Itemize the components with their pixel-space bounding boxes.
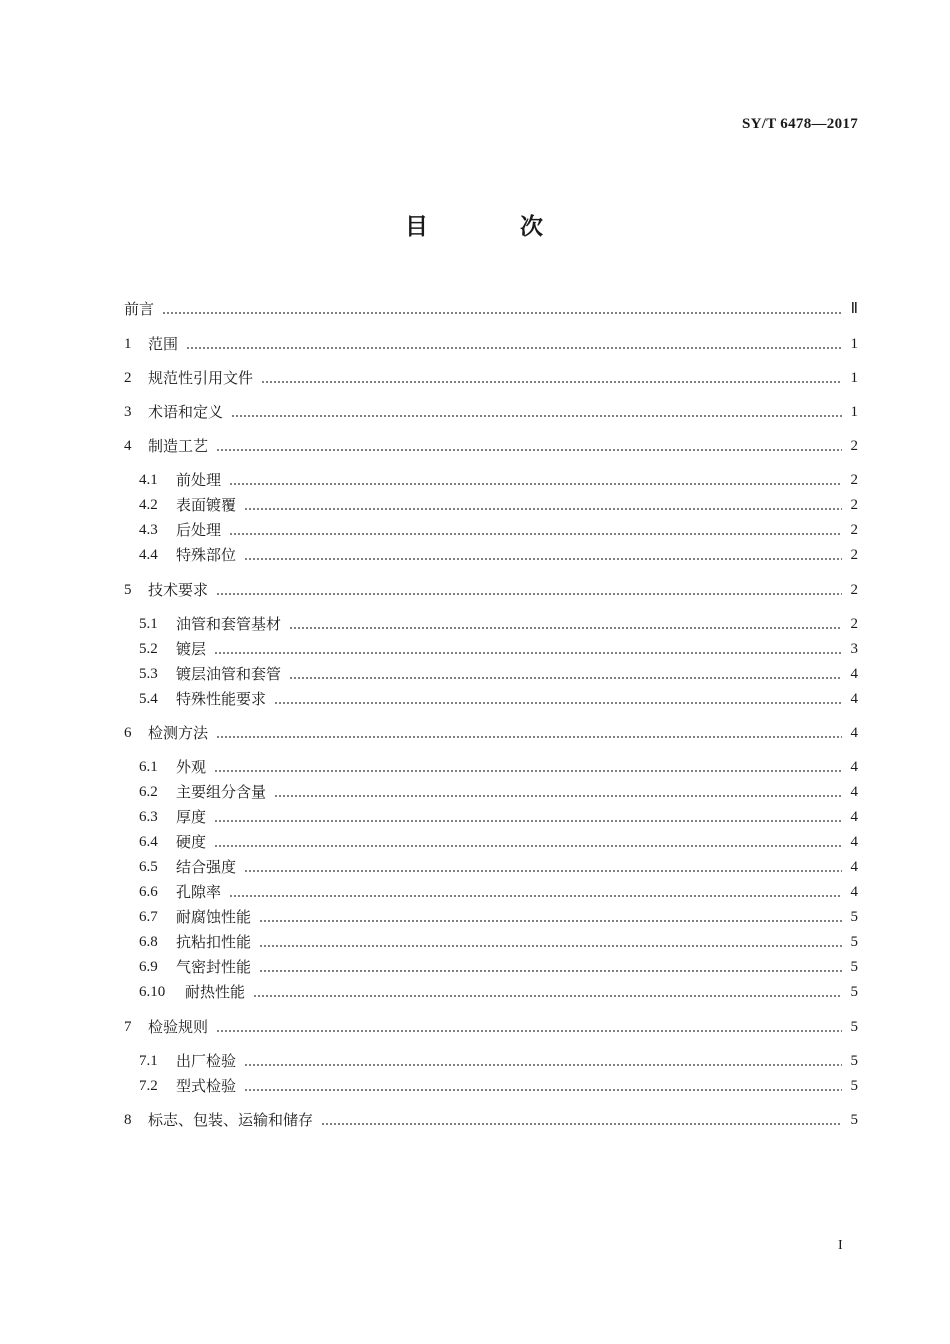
dot-leader [289,627,842,629]
toc-entry-number: 6.2 [139,784,158,800]
toc-entry[interactable] [139,856,858,878]
toc-entry-title: 范围 [148,335,179,353]
toc-entry-page: 5 [850,984,858,1000]
toc-entry-page: 5 [850,1019,858,1035]
toc-entry[interactable] [139,756,858,778]
toc-entry-number: 6.4 [139,834,158,850]
toc-entry[interactable] [139,663,858,685]
toc-entry-page: 4 [850,784,858,800]
toc-entry[interactable] [139,781,858,803]
toc-entry-title: 型式检验 [176,1077,237,1095]
toc-entry-number: 5.3 [139,666,158,682]
toc-entry-page: 2 [850,582,858,598]
toc-entry-page: 2 [850,616,858,632]
dot-leader [216,593,842,595]
dot-leader [253,995,842,997]
toc-entry-title: 厚度 [176,808,207,826]
toc-entry-number: 4.4 [139,547,158,563]
toc-entry-number: 4.2 [139,497,158,513]
toc-entry-number: 5.1 [139,616,158,632]
toc-entry-title: 主要组分含量 [176,783,267,801]
toc-entry-number: 6.5 [139,859,158,875]
toc-entry-number: 7 [124,1019,132,1035]
toc-entry[interactable] [124,367,858,389]
toc-entry[interactable] [124,298,858,320]
toc-entry[interactable] [124,579,858,601]
toc-entry-number: 8 [124,1112,132,1128]
toc-entry-title: 结合强度 [176,858,237,876]
toc-entry-page: 5 [850,909,858,925]
toc-entry-number: 4.3 [139,522,158,538]
toc-entry-page: 2 [850,438,858,454]
toc-entry-number: 2 [124,370,132,386]
toc-entry-title: 特殊性能要求 [176,690,267,708]
toc-entry-number: 6.8 [139,934,158,950]
toc-entry-number: 7.2 [139,1078,158,1094]
toc-entry[interactable] [139,806,858,828]
dot-leader [214,652,842,654]
toc-entry-title: 规范性引用文件 [148,369,254,387]
dot-leader [231,415,842,417]
toc-entry[interactable] [139,688,858,710]
toc-entry-page: Ⅱ [850,301,858,317]
toc-entry[interactable] [139,613,858,635]
dot-leader [214,820,842,822]
toc-entry-title: 特殊部位 [176,546,237,564]
toc-entry-title: 前处理 [176,471,222,489]
toc-entry-page: 5 [850,1112,858,1128]
toc-entry[interactable] [139,519,858,541]
page-number: I [838,1238,843,1253]
toc-entry[interactable] [124,435,858,457]
toc-entry-page: 2 [850,547,858,563]
toc-entry-title: 后处理 [176,521,222,539]
toc-entry[interactable] [124,333,858,355]
toc-entry[interactable] [139,1075,858,1097]
toc-entry-title: 气密封性能 [176,958,252,976]
dot-leader [244,1064,842,1066]
toc-entry[interactable] [124,1109,858,1131]
toc-entry-title: 孔隙率 [176,883,222,901]
toc-entry-page: 3 [850,641,858,657]
toc-entry-page: 1 [850,404,858,420]
toc-entry-number: 4.1 [139,472,158,488]
toc-entry-page: 4 [850,834,858,850]
toc-entry-title: 术语和定义 [148,403,224,421]
toc-entry-page: 5 [850,959,858,975]
toc-entry-title: 硬度 [176,833,207,851]
toc-entry-page: 4 [850,859,858,875]
toc-entry-title: 抗粘扣性能 [176,933,252,951]
toc-entry[interactable] [124,401,858,423]
dot-leader [244,558,842,560]
toc-entry-page: 2 [850,497,858,513]
dot-leader [244,870,842,872]
toc-entry[interactable] [139,956,858,978]
toc-entry-page: 2 [850,522,858,538]
toc-entry[interactable] [124,1016,858,1038]
dot-leader [259,970,842,972]
dot-leader [274,795,842,797]
dot-leader [216,736,842,738]
toc-entry[interactable] [139,469,858,491]
toc-entry-title: 标志、包装、运输和储存 [148,1111,314,1129]
toc-entry-page: 1 [850,336,858,352]
toc-entry-title: 耐热性能 [185,983,246,1001]
toc-entry-title: 镀层油管和套管 [176,665,282,683]
dot-leader [216,1030,842,1032]
toc-entry-page: 2 [850,472,858,488]
dot-leader [186,347,842,349]
toc-entry[interactable] [139,906,858,928]
toc-entry[interactable] [139,831,858,853]
toc-entry[interactable] [139,881,858,903]
toc-entry-page: 4 [850,759,858,775]
toc-entry-title: 技术要求 [148,581,209,599]
toc-entry-page: 1 [850,370,858,386]
toc-entry-number: 6.7 [139,909,158,925]
dot-leader [216,449,842,451]
toc-entry[interactable] [139,638,858,660]
toc-entry[interactable] [139,931,858,953]
dot-leader [214,845,842,847]
toc-entry-title: 外观 [176,758,207,776]
toc-entry-page: 4 [850,884,858,900]
toc-entry[interactable] [139,1050,858,1072]
toc-entry-number: 6.3 [139,809,158,825]
toc-entry[interactable] [124,722,858,744]
toc-entry-page: 4 [850,809,858,825]
toc-entry-number: 5.2 [139,641,158,657]
toc-entry-title: 油管和套管基材 [176,615,282,633]
toc-entry[interactable] [139,981,858,1003]
dot-leader [261,381,842,383]
page-title: 目 次 [404,214,585,240]
toc-entry-title: 检验规则 [148,1018,209,1036]
dot-leader [259,945,842,947]
dot-leader [214,770,842,772]
dot-leader [162,312,842,314]
toc-entry-page: 4 [850,666,858,682]
toc-entry-title: 出厂检验 [176,1052,237,1070]
toc-entry-number: 6.6 [139,884,158,900]
toc-entry-page: 5 [850,1078,858,1094]
toc-entry-title: 镀层 [176,640,207,658]
toc-entry-number: 7.1 [139,1053,158,1069]
toc-entry-title: 前言 [124,300,155,318]
dot-leader [244,1089,842,1091]
toc-entry-number: 6.10 [139,984,166,1000]
toc-entry-number: 6.9 [139,959,158,975]
toc-entry-title: 表面镀覆 [176,496,237,514]
toc-entry-page: 5 [850,1053,858,1069]
toc-entry-page: 4 [850,691,858,707]
toc-entry-page: 4 [850,725,858,741]
toc-entry-title: 耐腐蚀性能 [176,908,252,926]
toc-entry-number: 3 [124,404,132,420]
standard-number: SY/T 6478—2017 [741,116,858,132]
toc-entry-number: 1 [124,336,132,352]
toc-entry-number: 5.4 [139,691,158,707]
dot-leader [244,508,842,510]
dot-leader [259,920,842,922]
dot-leader [289,677,842,679]
toc-entry[interactable] [139,494,858,516]
toc-entry-number: 5 [124,582,132,598]
dot-leader [229,895,842,897]
dot-leader [321,1123,842,1125]
dot-leader [229,483,842,485]
toc-entry-number: 6 [124,725,132,741]
dot-leader [229,533,842,535]
toc-entry[interactable] [139,544,858,566]
toc-entry-number: 4 [124,438,132,454]
toc-entry-title: 检测方法 [148,724,209,742]
dot-leader [274,702,842,704]
toc-entry-number: 6.1 [139,759,158,775]
toc-entry-page: 5 [850,934,858,950]
toc-entry-title: 制造工艺 [148,437,209,455]
